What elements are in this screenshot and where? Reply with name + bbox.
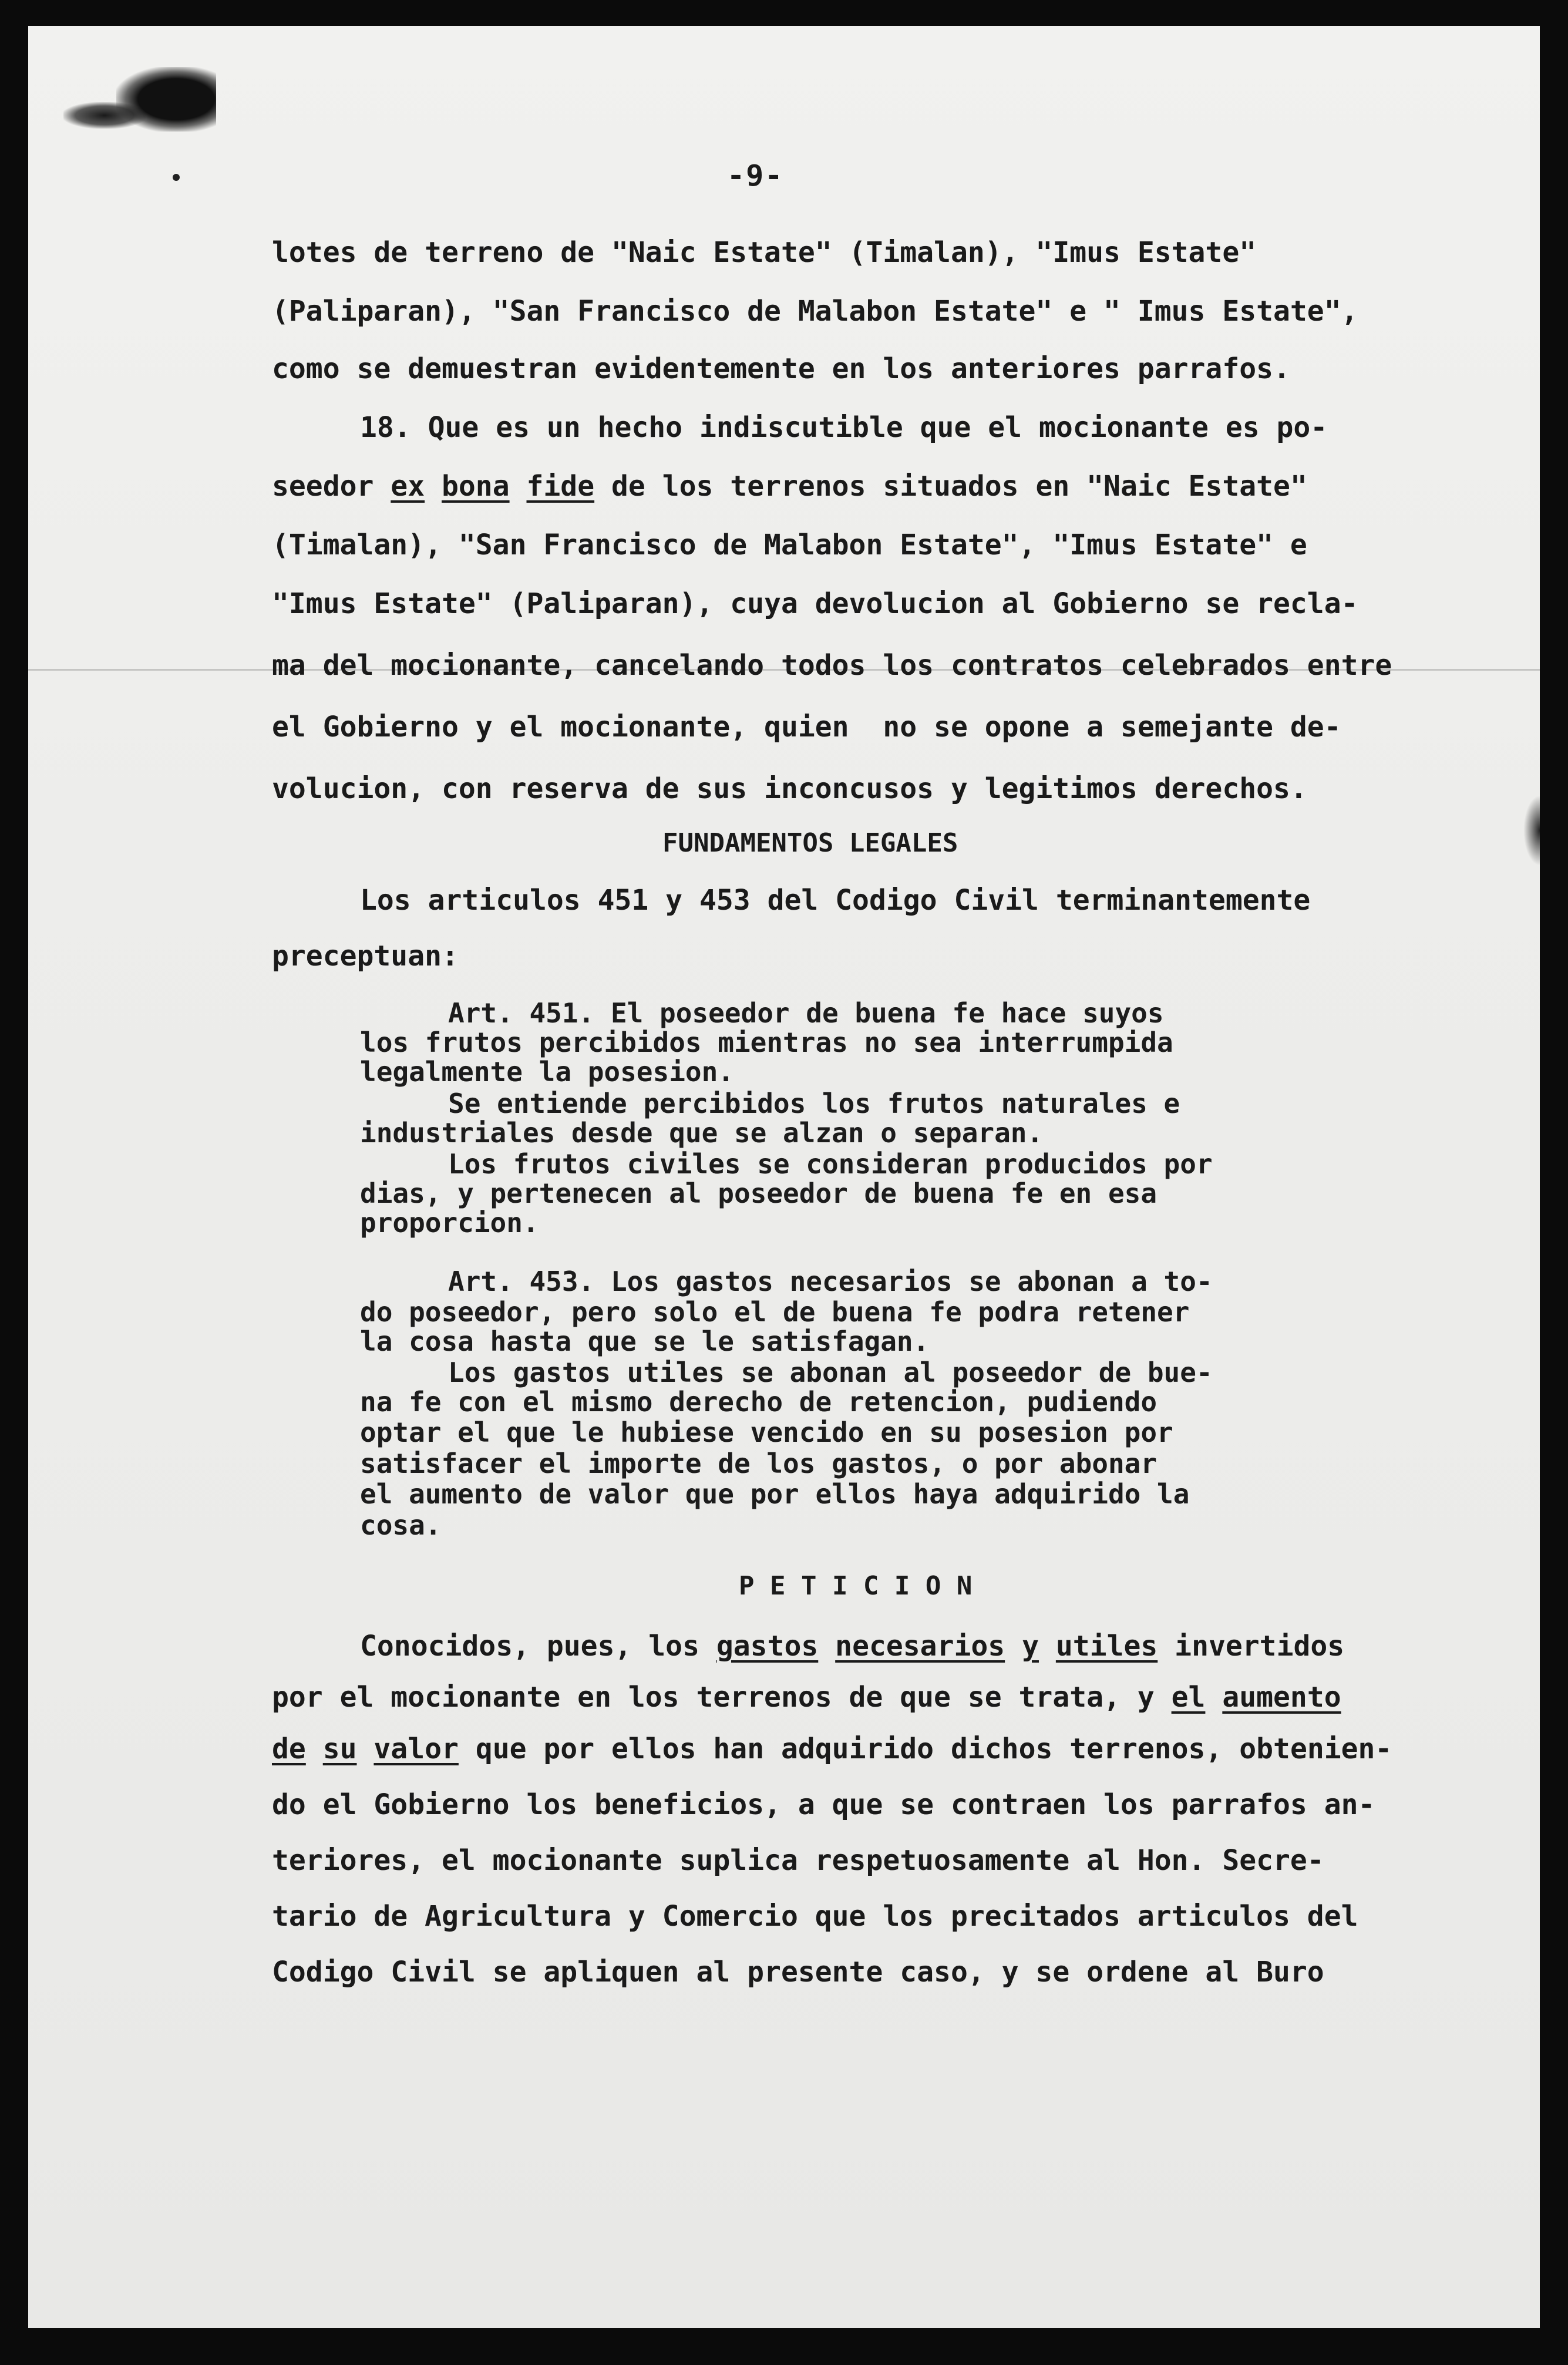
quote-line: cosa. [360, 1509, 442, 1541]
text-line-with-underline [272, 1732, 1392, 1765]
text-line: Los articulos 451 y 453 del Codigo Civil terminantemente [360, 884, 1311, 917]
quote-line: industriales desde que se alzan o separan. [360, 1117, 1044, 1149]
text-line: 18. Que es un hecho indiscutible que el mocionante es po- [360, 411, 1328, 444]
text-line: lotes de terreno de "Naic Estate" (Timalan), "Imus Estate" [272, 236, 1257, 269]
underlined-term: fide [526, 470, 595, 503]
text-line: tario de Agricultura y Comercio que los precitados articulos del [272, 1900, 1358, 1933]
document-page [28, 26, 1540, 2328]
quote-line: optar el que le hubiese vencido en su posesion por [360, 1417, 1173, 1448]
quote-line: dias, y pertenecen al poseedor de buena fe en esa [360, 1178, 1158, 1209]
underlined-term: ex [391, 470, 425, 503]
text-fragment: invertidos [1175, 1630, 1345, 1663]
quote-line: do poseedor, pero solo el de buena fe podra retener [360, 1296, 1190, 1328]
quote-line: la cosa hasta que se le satisfagan. [360, 1326, 930, 1357]
quote-line: na fe con el mismo derecho de retencion, pudiendo [360, 1386, 1158, 1418]
quote-line: Art. 451. El poseedor de buena fe hace suyos [448, 997, 1164, 1029]
quote-line: el aumento de valor que por ellos haya adquirido la [360, 1478, 1190, 1510]
underlined-term: bona [442, 470, 510, 503]
quote-line: satisfacer el importe de los gastos, o por abonar [360, 1448, 1158, 1479]
underlined-term: y [1022, 1630, 1039, 1663]
underlined-term: de [272, 1732, 306, 1765]
text-line: (Timalan), "San Francisco de Malabon Estate", "Imus Estate" e [272, 529, 1307, 561]
text-line: "Imus Estate" (Paliparan), cuya devolucion al Gobierno se recla- [272, 587, 1358, 620]
text-line: preceptuan: [272, 940, 459, 973]
quote-line: proporcion. [360, 1207, 539, 1239]
quote-line: Art. 453. Los gastos necesarios se abonan a to- [448, 1266, 1213, 1297]
text-fragment: seedor [272, 470, 374, 503]
underlined-term: aumento [1222, 1681, 1341, 1714]
underlined-term: gastos [716, 1630, 819, 1663]
document-text [28, 26, 1540, 2328]
text-line: ma del mocionante, cancelando todos los contratos celebrados entre [272, 649, 1392, 682]
quote-line: Los frutos civiles se consideran producidos por [448, 1148, 1213, 1180]
text-line: (Paliparan), "San Francisco de Malabon Estate" e " Imus Estate", [272, 295, 1358, 328]
section-heading: FUNDAMENTOS LEGALES [662, 828, 958, 858]
quote-line: Los gastos utiles se abonan al poseedor de bue- [448, 1357, 1213, 1388]
text-fragment: que por ellos han adquirido dichos terrenos, obtenien- [475, 1732, 1392, 1765]
underlined-term: el [1171, 1681, 1206, 1714]
quote-line: Se entiende percibidos los frutos naturales e [448, 1088, 1180, 1119]
underlined-term: su [322, 1732, 357, 1765]
section-heading: P E T I C I O N [739, 1571, 973, 1601]
quote-line: los frutos percibidos mientras no sea interrumpida [360, 1027, 1173, 1058]
text-fragment: Conocidos, pues, los [360, 1630, 699, 1663]
text-fragment: de los terrenos situados en "Naic Estate" [611, 470, 1307, 503]
text-line-with-underline [272, 470, 1307, 503]
text-fragment: por el mocionante en los terrenos de que se trata, y [272, 1681, 1155, 1714]
underlined-term: necesarios [835, 1630, 1005, 1663]
underlined-term: valor [374, 1732, 459, 1765]
text-line: Codigo Civil se apliquen al presente caso, y se ordene al Buro [272, 1956, 1324, 1989]
text-line: do el Gobierno los beneficios, a que se contraen los parrafos an- [272, 1788, 1375, 1821]
text-line-with-underline [360, 1630, 1345, 1663]
text-line: volucion, con reserva de sus inconcusos y legitimos derechos. [272, 772, 1307, 805]
page-number: -9- [727, 159, 784, 193]
underlined-term: utiles [1055, 1630, 1158, 1663]
quote-line: legalmente la posesion. [360, 1056, 734, 1088]
text-line: como se demuestran evidentemente en los anteriores parrafos. [272, 352, 1290, 385]
text-line: teriores, el mocionante suplica respetuosamente al Hon. Secre- [272, 1844, 1324, 1877]
text-line-with-underline [272, 1681, 1341, 1714]
text-line: el Gobierno y el mocionante, quien no se opone a semejante de- [272, 711, 1341, 744]
